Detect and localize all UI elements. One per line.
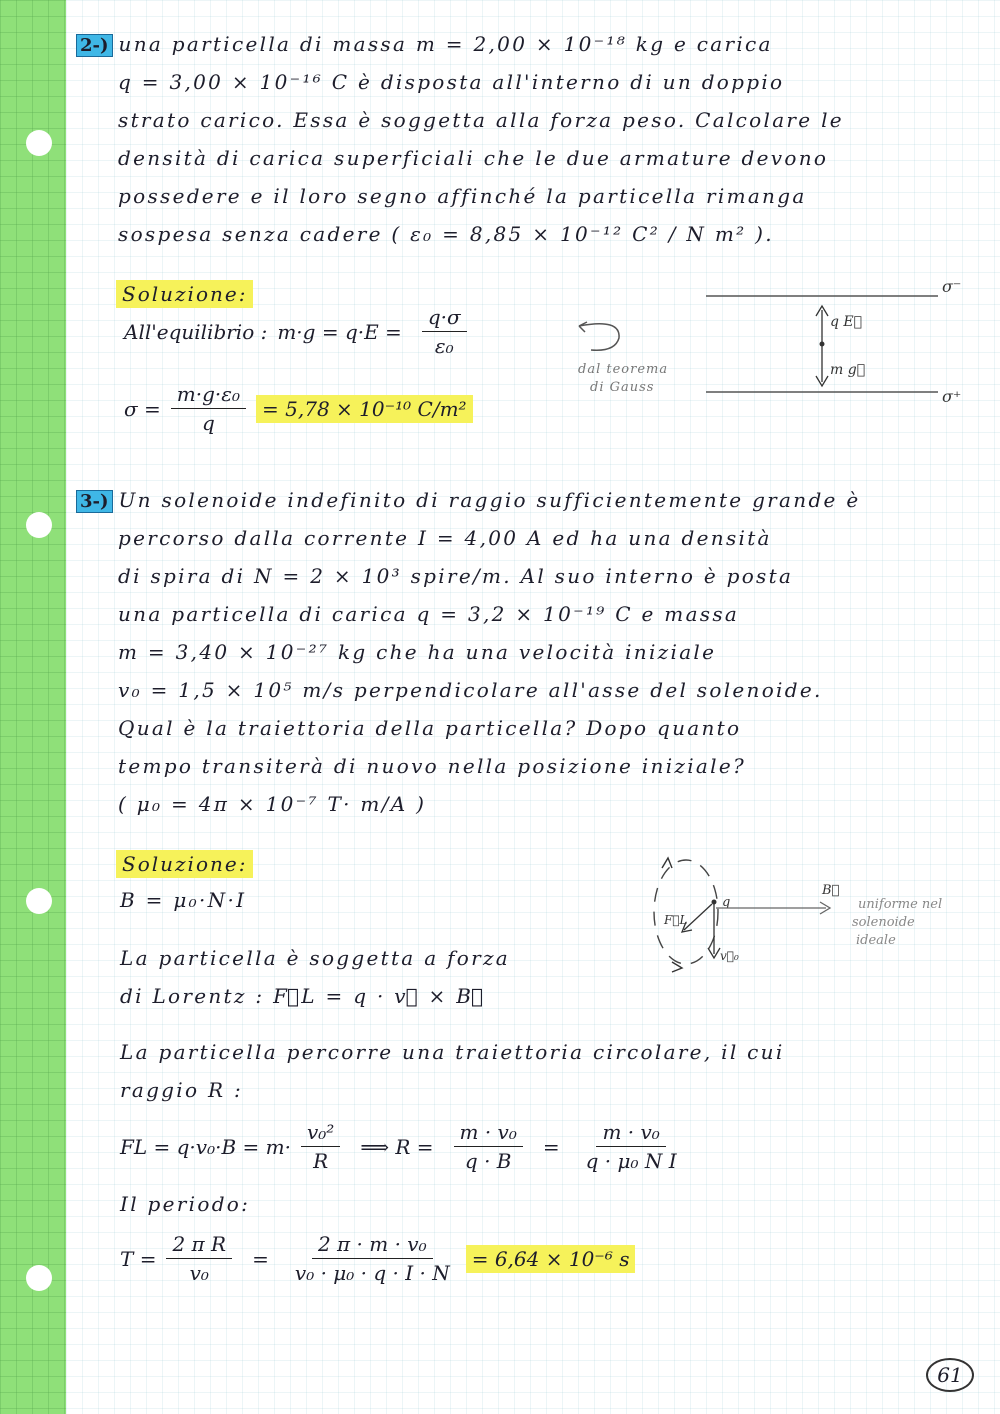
eq2-lhs: σ = [124,396,161,421]
binder-hole [26,888,52,914]
period-frac-2: $\frac{\text{2 π · m · v₀}}{\text{v₀ · μ₀ · q · I · N}}$ [294,1232,450,1285]
sigma-minus-label: σ⁻ [942,277,962,296]
notebook-page [66,0,1000,1414]
b-label: B⃗ [822,883,840,898]
circular-motion-diagram [626,850,996,980]
problem2-sigma-eq [124,382,473,435]
problem3-line-5: m = 3,40 × 10⁻²⁷ kg che ha una velocità iniziale [118,640,717,664]
mg-label: m g⃗ [830,362,866,378]
problem2-solution-title: Soluzione: [116,280,253,308]
binder-hole [26,1265,52,1291]
problem2-line-3: strato carico. Essa è soggetta alla forza peso. Calcolare le [118,108,844,132]
problem2-line-1: 2-) una particella di massa m = 2,00 × 10⁻¹⁸ kg e carica [76,32,773,57]
period-equation: T = $\frac{\text{2 π R}}{\text{v₀}}$ = $\frac{\text{2 π · m · v₀}}{\text{v₀ · μ₀ · q · I · N}}$ = 6,64 × 10⁻⁶ s [120,1232,635,1285]
period-label: Il periodo: [120,1192,251,1216]
radius-frac-2: $\frac{\text{m · v₀}}{q \cdot B}$ [454,1120,523,1173]
problem2-number-badge: 2-) [76,34,113,57]
circular-line-2: raggio R : [120,1078,244,1102]
problem3-line-6: v₀ = 1,5 × 10⁵ m/s perpendicolare all'asse del solenoide. [118,678,823,702]
problem3-line-9: ( μ₀ = 4π × 10⁻⁷ T· m/A ) [118,792,427,816]
problem2-line-2: q = 3,00 × 10⁻¹⁶ C è disposta all'interno di un doppio [118,70,785,94]
problem3-line-2: percorso dalla corrente I = 4,00 A ed ha una densità [118,526,772,550]
gauss-note-2: di Gauss [590,380,655,395]
uniform-note-3: ideale [856,933,896,948]
lorentz-line-1: La particella è soggetta a forza [120,946,511,970]
radius-frac-3: $\frac{\text{m · v₀}}{\text{q · μ₀ N I}}$ [585,1120,677,1173]
binder-hole [26,512,52,538]
qE-label: q E⃗ [830,314,863,330]
gauss-arrow [571,318,631,358]
v0-label: v⃗₀ [720,949,739,963]
page-number: 61 [926,1358,974,1392]
sigma-plus-label: σ⁺ [942,387,962,406]
eq1-lhs: m·g = q·E = [277,319,402,344]
gauss-note-1: dal teorema [578,362,669,377]
problem2-line-5: possedere e il loro segno affinché la particella rimanga [118,184,807,208]
problem3-line-8: tempo transiterà di nuovo nella posizione iniziale? [118,754,747,778]
problem2-line-4: densità di carica superficiali che le due armature devono [118,146,829,170]
radius-frac-1: $\frac{\text{v₀²}}{R}$ [301,1120,340,1173]
uniform-note-1: uniforme nel [858,897,943,912]
radius-equation: FL = q·v₀·B = m· $\frac{\text{v₀²}}{R}$ ⟹ R = $\frac{\text{m · v₀}}{q \cdot B}$ = $\frac{\text{m · v₀}}{\text{q · μ₀ N I}}$ [120,1120,693,1173]
problem3-line-1: 3-) Un solenoide indefinito di raggio sufficientemente grande è [76,488,860,513]
problem2-result: = 5,78 × 10⁻¹⁰ C/m² [256,395,473,423]
fl-label: F⃗L [664,913,688,927]
circular-line-1: La particella percorre una traiettoria circolare, il cui [120,1040,785,1064]
uniform-note-2: solenoide [852,915,915,930]
problem3-result: = 6,64 × 10⁻⁶ s [466,1245,636,1273]
field-eq: B = μ₀·N·I [120,888,247,912]
margin-strip [0,0,66,1414]
problem2-equilibrium-eq [124,305,477,358]
problem3-solution-title: Soluzione: [116,850,253,878]
binder-hole [26,130,52,156]
lorentz-line-2: di Lorentz : F⃗L = q · v⃗ × B⃗ [120,984,486,1008]
q-label: q [722,895,731,910]
double-layer-diagram [702,274,992,414]
problem2-line-6: sospesa senza cadere ( ε₀ = 8,85 × 10⁻¹² C² / N m² ). [118,222,774,246]
eq1-fraction: $\frac{q\cdot\sigma}{\text{ε₀}}$ [422,305,467,358]
problem3-line-7: Qual è la traiettoria della particella? Dopo quanto [118,716,742,740]
problem3-line-3: di spira di N = 2 × 10³ spire/m. Al suo interno è posta [118,564,794,588]
period-frac-1: $\frac{\text{2 π R}}{\text{v₀}}$ [166,1232,232,1285]
problem3-number-badge: 3-) [76,490,113,513]
problem3-line-4: una particella di carica q = 3,2 × 10⁻¹⁹ C e massa [118,602,740,626]
eq1-label: All'equilibrio : [124,319,268,344]
eq2-fraction: $\frac{\text{m·g·ε₀}}{q}$ [171,382,246,435]
